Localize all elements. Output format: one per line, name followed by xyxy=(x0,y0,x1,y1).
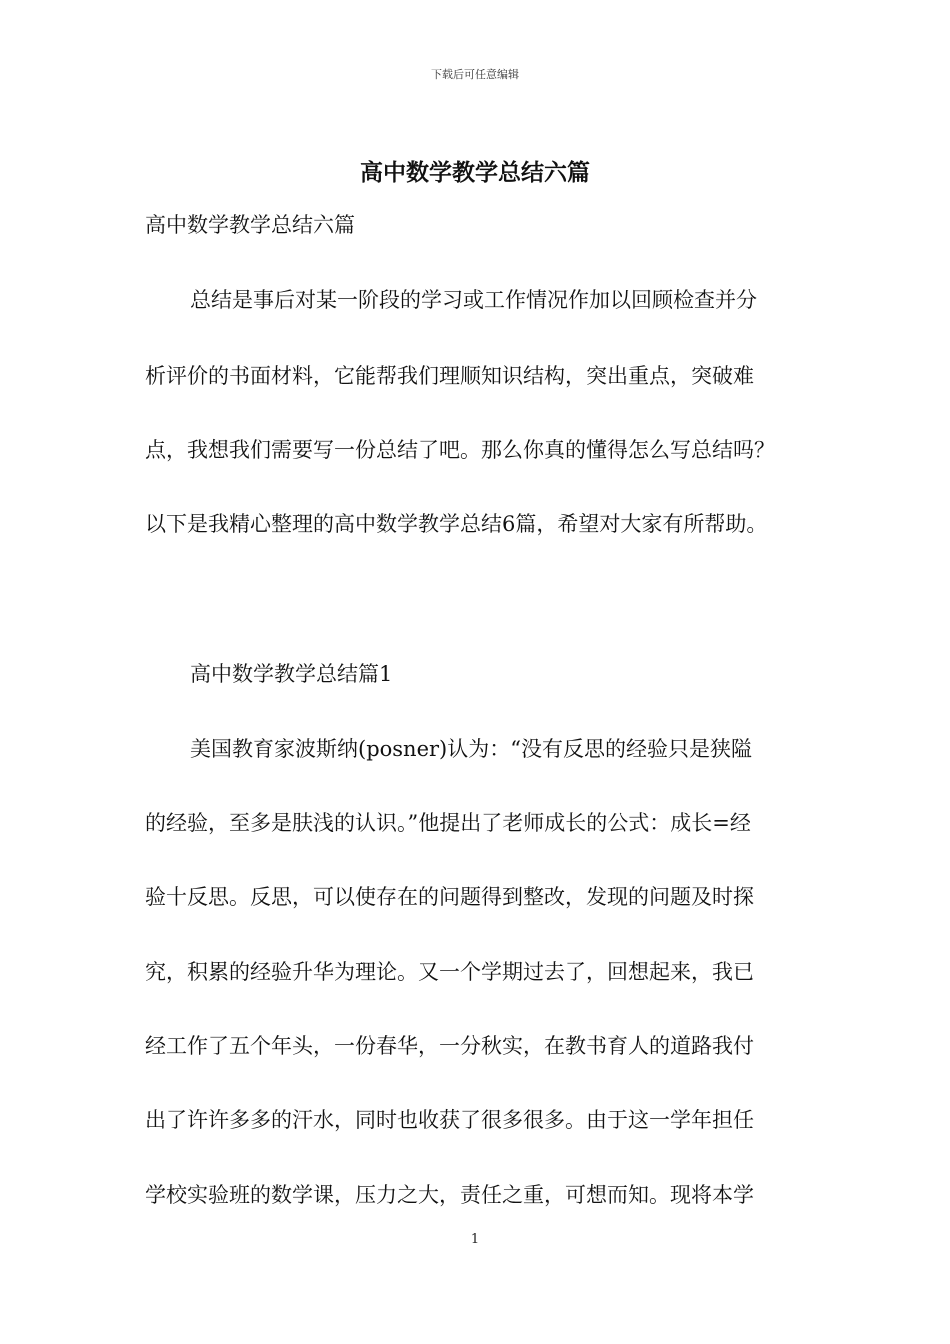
section-heading: 高中数学教学总结篇1 xyxy=(190,662,393,686)
paragraph-line: 的经验，至多是肤浅的认识。”他提出了老师成长的公式：成长=经 xyxy=(145,811,751,835)
paragraph-line: 总结是事后对某一阶段的学习或工作情况作加以回顾检查并分 xyxy=(190,288,757,312)
paragraph-line: 以下是我精心整理的高中数学教学总结6篇，希望对大家有所帮助。 xyxy=(145,512,768,536)
paragraph-line: 出了许许多多的汗水，同时也收获了很多很多。由于这一学年担任 xyxy=(145,1108,754,1132)
paragraph-line: 验十反思。反思，可以使存在的问题得到整改，发现的问题及时探 xyxy=(145,885,754,909)
paragraph-line: 析评价的书面材料，它能帮我们理顺知识结构，突出重点，突破难 xyxy=(145,364,754,388)
page-number: 1 xyxy=(470,1232,480,1247)
header-note: 下载后可任意编辑 xyxy=(431,68,519,81)
paragraph-line: 经工作了五个年头，一份春华，一分秋实，在教书育人的道路我付 xyxy=(145,1034,754,1058)
paragraph-line: 美国教育家波斯纳(posner)认为：“没有反思的经验只是狭隘 xyxy=(190,737,752,761)
paragraph-line: 学校实验班的数学课，压力之大，责任之重，可想而知。现将本学 xyxy=(145,1183,754,1207)
paragraph-line: 究，积累的经验升华为理论。又一个学期过去了，回想起来，我已 xyxy=(145,960,754,984)
document-title: 高中数学教学总结六篇 xyxy=(360,159,590,186)
paragraph-line: 点，我想我们需要写一份总结了吧。那么你真的懂得怎么写总结吗？ xyxy=(145,438,775,462)
document-subtitle: 高中数学教学总结六篇 xyxy=(145,213,355,237)
